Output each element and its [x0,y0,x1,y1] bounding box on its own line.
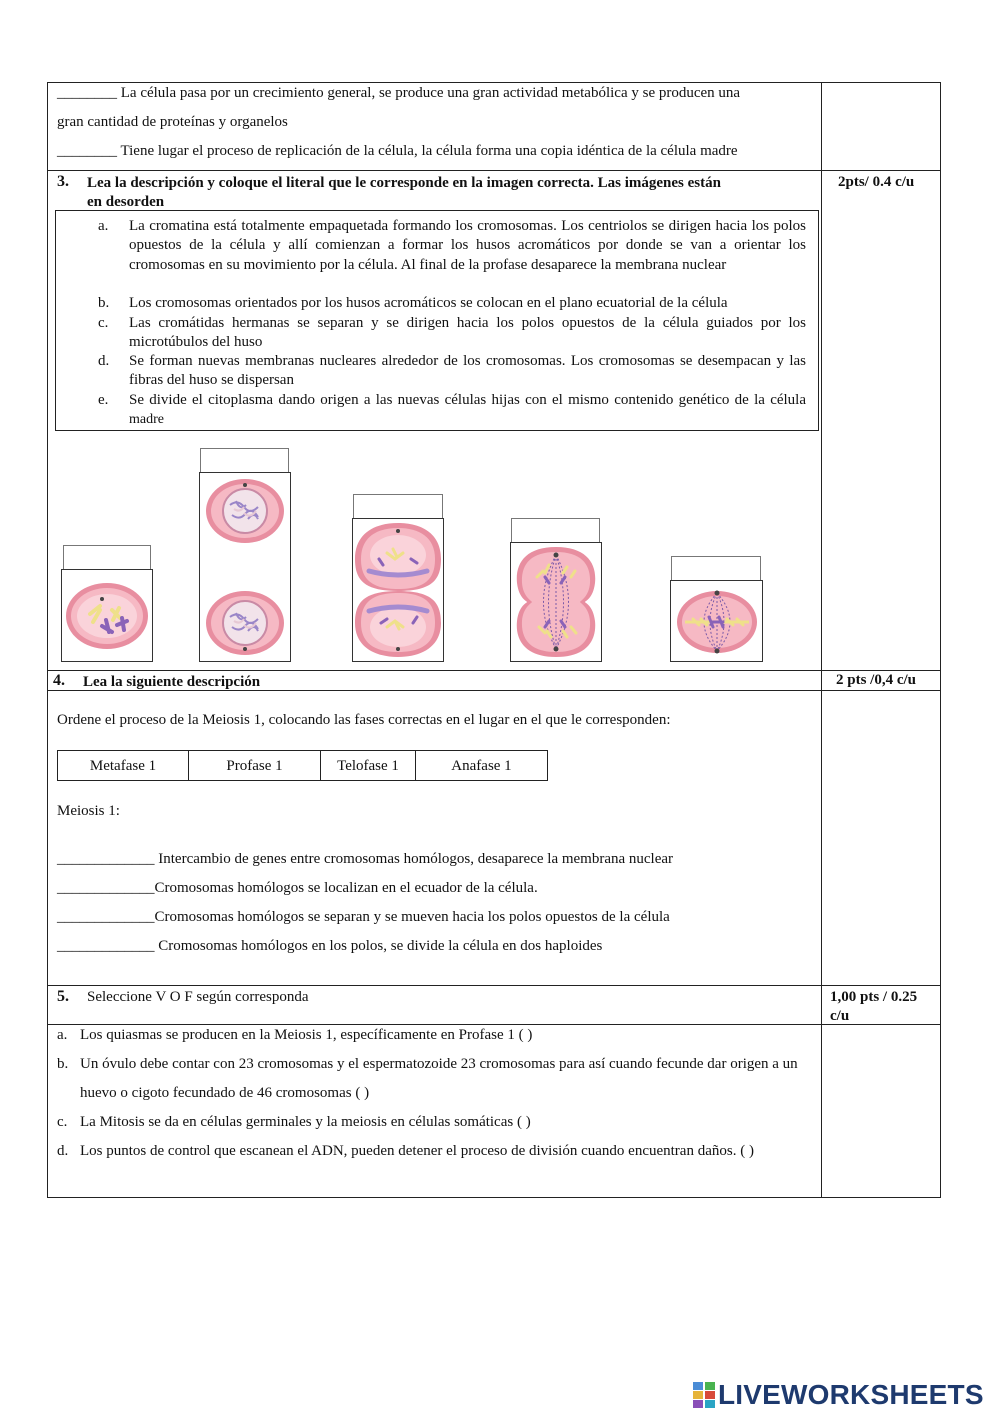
phase-chip-telofase[interactable]: Telofase 1 [320,750,416,781]
s3-item-e-tail-small: madre [129,412,164,428]
s4-instruction: Ordene el proceso de la Meiosis 1, colocando las fases correctas en el lugar en el que le corresponden: [57,712,671,728]
s4-points: 2 pts /0,4 c/u [836,672,917,688]
s4-line-2[interactable]: _____________Cromosomas homólogos se localizan en el ecuador de la célula. [57,880,538,896]
logo-text: LIVEWORKSHEETS [718,1379,984,1410]
s5-item-d-letter: d. [57,1143,69,1159]
s3-item-d [98,352,806,391]
answer-box-5[interactable] [671,556,761,581]
answer-box-3[interactable] [353,494,443,519]
s3-title-line2: en desorden [87,194,165,210]
s5-number: 5. [57,988,69,1005]
s5-item-a-letter: a. [57,1027,68,1043]
answer-box-4[interactable] [511,518,600,543]
phase-chip-metafase[interactable]: Metafase 1 [57,750,189,781]
s3-title-line1: Lea la descripción y coloque el literal que le corresponde en la imagen correcta. Las imágenes están [87,175,721,191]
liveworksheets-logo[interactable] [693,1378,984,1412]
cell-frame-2 [199,472,291,662]
s5-title: Seleccione V O F según corresponda [87,989,309,1005]
s5-item-a [57,1021,817,1050]
cell-illustration-prophase [62,570,152,661]
s5-item-c-letter: c. [57,1114,68,1130]
s4-meiosis-label: Meiosis 1: [57,803,120,819]
s3-item-c-letter: c. [98,315,109,331]
s3-number: 3. [57,173,69,190]
s3-item-e-letter: e. [98,392,109,408]
s3-item-c-text: Las cromátidas hermanas se separan y se dirigen hacia los polos opuestos de la célula guiados por los microtúbulos del huso [129,315,806,351]
s2-line3: ________ Tiene lugar el proceso de replicación de la célula, la célula forma una copia idéntica de la célula madre [57,143,738,159]
s4-number: 4. [53,672,65,689]
s3-item-d-letter: d. [98,353,110,369]
s3-item-b-letter: b. [98,295,110,311]
phase-chip-anafase[interactable]: Anafase 1 [415,750,548,781]
s3-item-d-text: Se forman nuevas membranas nucleares alrededor de los cromosomas. Los cromosomas se desempacan y las fibras del huso se dispersan [129,353,806,389]
s5-item-d-text[interactable]: Los puntos de control que escanean el ADN, pueden detener el proceso de división cuando encuentran daños. ( ) [80,1143,754,1159]
s3-item-e-tail: la célula [754,392,807,408]
s5-item-b [57,1050,817,1108]
s5-points-line2: c/u [830,1008,850,1024]
cell-illustration-metaphase [671,581,762,661]
s2-line2: gran cantidad de proteínas y organelos [57,114,288,130]
s5-item-b-letter: b. [57,1056,69,1072]
cell-illustration-cytokinesis [353,519,443,661]
s4-title: Lea la siguiente descripción [83,674,261,690]
row-divider-5 [47,985,941,986]
row-divider-4 [47,670,941,671]
s3-item-e-text: Se divide el citoplasma dando origen a las nuevas células hijas con el mismo contenido genético de [129,392,749,408]
s5-item-a-text[interactable]: Los quiasmas se producen en la Meiosis 1, específicamente en Profase 1 ( ) [80,1027,533,1043]
s3-item-e [98,391,806,430]
cell-frame-4 [510,542,602,662]
s5-points-line1: 1,00 pts / 0.25 [830,989,918,1005]
s4-line-4[interactable]: _____________ Cromosomas homólogos en los polos, se divide la célula en dos haploides [57,938,603,954]
cell-frame-5 [670,580,763,662]
s3-item-c [98,314,806,353]
cell-illustration-telophase [200,473,290,661]
phase-chip-profase[interactable]: Profase 1 [188,750,321,781]
s4-line-3[interactable]: _____________Cromosomas homólogos se separan y se mueven hacia los polos opuestos de la célula [57,909,670,925]
s3-item-a-text: La cromatina está totalmente empaquetada formando los cromosomas. Los centriolos se dirigen hacia los polos opuestos de la célula y allí comienzan a formar los husos acromáticos por donde se van a orientar los cromosomas en su movimiento por la célula. Al final de la profase desaparece la membrana nuclear [129,218,806,273]
s5-item-c-text[interactable]: La Mitosis se da en células germinales y la meiosis en células somáticas ( ) [80,1114,531,1130]
s3-item-a-letter: a. [98,218,109,234]
s3-item-b [98,294,806,313]
table-top-border [47,82,941,83]
s4-line-1[interactable]: _____________ Intercambio de genes entre cromosomas homólogos, desaparece la membrana nuclear [57,851,674,867]
s5-item-b-text[interactable]: Un óvulo debe contar con 23 cromosomas y el espermatozoide 23 cromosomas para así cuando fecunde dar origen a un huevo o cigoto fecundado de 46 cromosomas ( ) [80,1056,798,1101]
s5-item-c [57,1108,817,1137]
table-column-divider [821,82,822,1198]
answer-box-1[interactable] [63,545,151,570]
cell-illustration-anaphase [511,543,601,661]
table-bottom-border [47,1197,941,1198]
table-left-border [47,82,48,1198]
s3-item-a [98,217,806,275]
logo-icon [693,1382,715,1408]
cell-frame-1 [61,569,153,662]
s2-line1: ________ La célula pasa por un crecimiento general, se produce una gran actividad metabólica y se producen una [57,85,741,101]
row-divider-3 [47,170,941,171]
s3-points: 2pts/ 0.4 c/u [838,174,915,190]
s3-item-b-text: Los cromosomas orientados por los husos acromáticos se colocan en el plano ecuatorial de la célula [129,295,728,311]
table-right-border [940,82,941,1198]
s5-item-d [57,1137,817,1166]
answer-box-2[interactable] [200,448,289,473]
cell-frame-3 [352,518,444,662]
